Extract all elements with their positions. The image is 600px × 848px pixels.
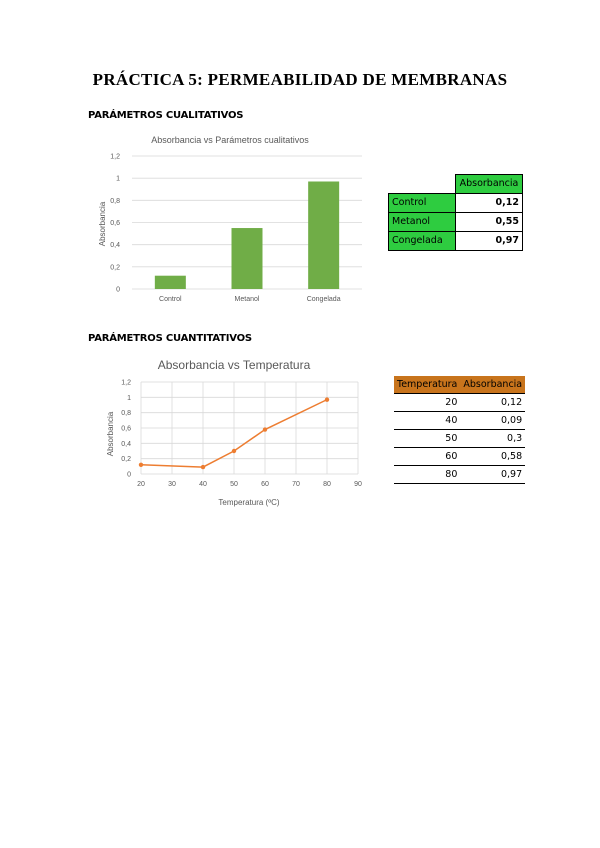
line-chart-xtick-label: 40 (199, 481, 207, 488)
table-row (389, 213, 523, 232)
bar-chart-xtick-label: Control (159, 296, 182, 303)
table-row (394, 394, 525, 412)
line-chart-ylabel: Absorbancia (106, 411, 115, 457)
table-row (389, 232, 523, 251)
line-chart-xtick-label: 80 (323, 481, 331, 488)
table1-row-value: 0,55 (456, 213, 523, 232)
table-row (394, 430, 525, 448)
table2-cell-temperature: 40 (394, 412, 460, 430)
line-chart-point (232, 449, 236, 453)
line-chart-xtick-label: 50 (230, 481, 238, 488)
line-chart-xtick-label: 30 (168, 481, 176, 488)
line-chart-ytick-label: 0,8 (121, 410, 131, 418)
line-chart-xtick-label: 20 (137, 481, 145, 488)
table2-header-absorbance: Absorbancia (460, 376, 525, 394)
line-chart-ytick-label: 0,6 (121, 425, 131, 433)
table1-row-label: Metanol (389, 213, 456, 232)
table2-cell-absorbance: 0,12 (460, 394, 525, 412)
line-chart-xtick-label: 90 (354, 481, 362, 488)
bar-chart-xtick-label: Metanol (234, 296, 260, 303)
line-chart-xtick-label: 60 (261, 481, 269, 488)
section-title-quantitative: PARÁMETROS CUANTITATIVOS (88, 333, 252, 344)
bar-chart-bar (308, 181, 339, 289)
table2-cell-temperature: 20 (394, 394, 460, 412)
table2-header-temperature: Temperatura (394, 376, 460, 394)
line-chart (100, 352, 380, 512)
bar-chart (92, 128, 382, 313)
line-chart-point (263, 427, 267, 431)
bar-chart-ytick-label: 0 (116, 286, 120, 294)
bar-chart-ytick-label: 1,2 (110, 153, 120, 161)
bar-chart-ytick-label: 0,6 (110, 220, 120, 227)
line-chart-ytick-label: 0 (127, 471, 131, 479)
table-row (394, 448, 525, 466)
bar-chart-title: Absorbancia vs Parámetros cualitativos (151, 135, 309, 145)
table2-cell-absorbance: 0,97 (460, 466, 525, 484)
bar-chart-ytick-label: 0,8 (110, 197, 120, 205)
table-row (394, 412, 525, 430)
bar-chart-ytick-label: 0,4 (110, 242, 120, 250)
section-title-qualitative: PARÁMETROS CUALITATIVOS (88, 110, 244, 121)
bar-chart-ylabel: Absorbancia (98, 201, 107, 247)
line-chart-point (201, 465, 205, 469)
line-chart-ytick-label: 1,2 (121, 379, 131, 387)
table2-cell-temperature: 50 (394, 430, 460, 448)
table1-row-value: 0,97 (456, 232, 523, 251)
line-chart-ytick-label: 0,2 (121, 456, 131, 464)
line-chart-point (325, 397, 329, 401)
document-title: PRÁCTICA 5: PERMEABILIDAD DE MEMBRANAS (92, 70, 508, 89)
line-chart-xlabel: Temperatura (ºC) (218, 498, 280, 507)
line-chart-xtick-label: 70 (292, 481, 300, 488)
bar-chart-ytick-label: 1 (116, 175, 120, 183)
table-row (394, 466, 525, 484)
line-chart-ytick-label: 0,4 (121, 440, 131, 448)
line-chart-title: Absorbancia vs Temperatura (157, 358, 311, 372)
line-chart-ytick-label: 1 (127, 394, 131, 402)
table2-cell-absorbance: 0,09 (460, 412, 525, 430)
table1-row-value: 0,12 (456, 194, 523, 213)
table1-header: Absorbancia (456, 175, 523, 194)
line-chart-point (139, 463, 143, 467)
bar-chart-bar (155, 276, 186, 289)
table2-cell-absorbance: 0,58 (460, 448, 525, 466)
quantitative-table (394, 376, 525, 484)
table2-cell-absorbance: 0,3 (460, 430, 525, 448)
bar-chart-bar (232, 228, 263, 289)
table-row (389, 194, 523, 213)
bar-chart-ytick-label: 0,2 (110, 264, 120, 272)
table2-cell-temperature: 80 (394, 466, 460, 484)
qualitative-table (388, 174, 523, 251)
table2-cell-temperature: 60 (394, 448, 460, 466)
table1-row-label: Control (389, 194, 456, 213)
bar-chart-xtick-label: Congelada (306, 296, 341, 303)
table1-row-label: Congelada (389, 232, 456, 251)
